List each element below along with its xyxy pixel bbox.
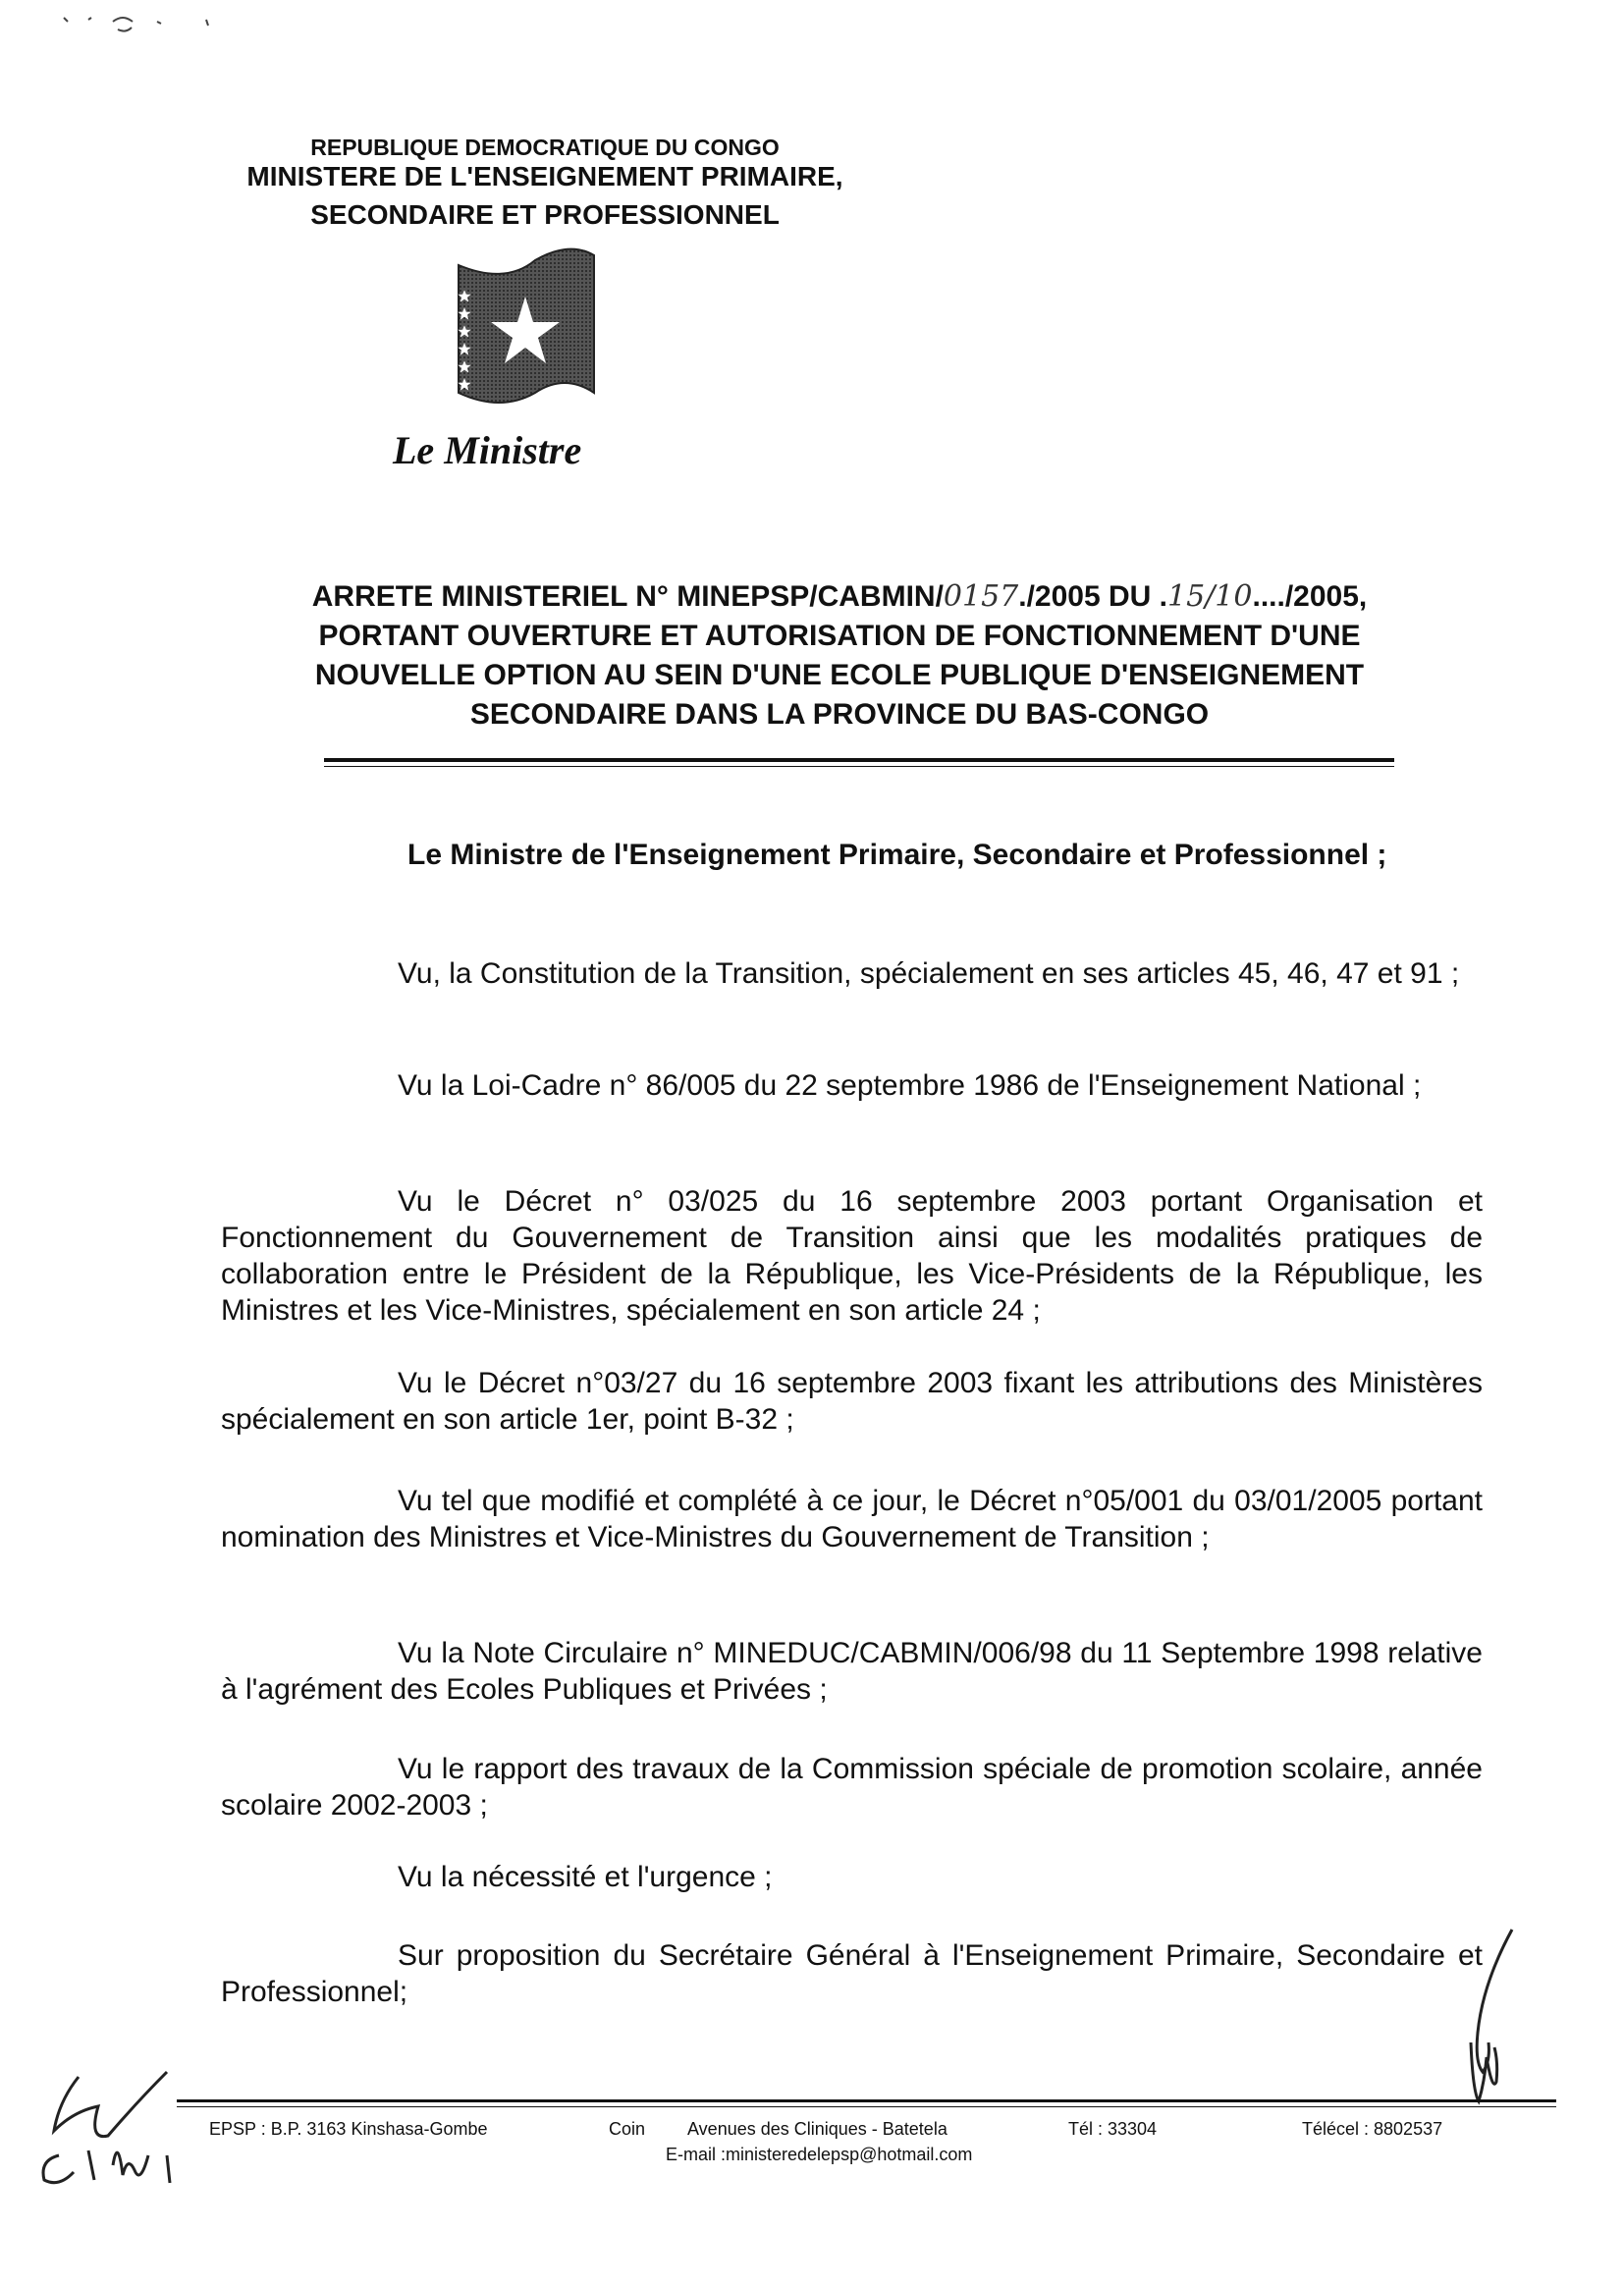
paragraph-loi-cadre [221,1067,1483,1104]
paragraph-text: Vu la nécessité et l'urgence ; [398,1861,773,1893]
scan-marks [59,10,236,39]
paragraph-proposition [221,1937,1483,2010]
paragraph-text: Vu le Décret n° 03/025 du 16 septembre 2003 portant Organisation et Fonctionnement du Gouvernement de Transition ainsi que les modalités pratiques de collaboration entre le Président de la République, les Vice-Présidents de la République, les Ministres et les Vice-Ministres, spécialement en son article 24 ; [221,1185,1483,1327]
paragraph-decret-03-025 [221,1183,1483,1329]
flag-emblem-icon [447,245,604,417]
footer-divider-thin [177,2106,1556,2107]
arrete-suffix: ..../2005, [1252,580,1368,613]
paragraph-decret-03-27 [221,1365,1483,1438]
paragraph-text: Vu le rapport des travaux de la Commission spéciale de promotion scolaire, année scolaire 2002-2003 ; [221,1753,1483,1822]
title-divider-thin [324,766,1394,767]
paragraph-text: Vu la Note Circulaire n° MINEDUC/CABMIN/006/98 du 11 Septembre 1998 relative à l'agrément des Ecoles Publiques et Privées ; [221,1637,1483,1706]
paragraph-text: Vu la Loi-Cadre n° 86/005 du 22 septembre 1986 de l'Enseignement National ; [398,1069,1422,1102]
paragraph-constitution [221,955,1483,992]
paragraph-text: Sur proposition du Secrétaire Général à l'Enseignement Primaire, Secondaire et Professionnel; [221,1939,1483,2008]
republic-name: REPUBLIQUE DEMOCRATIQUE DU CONGO [310,135,780,160]
preamble-lead-text: Le Ministre de l'Enseignement Primaire, Secondaire et Professionnel ; [407,839,1387,871]
signature-initial-icon [1414,1925,1522,2121]
paragraph-necessite [221,1859,1483,1895]
minister-title: Le Ministre [393,428,582,472]
arrete-mid: ./2005 DU . [1018,580,1168,613]
arrete-number-handwritten: 0157 [943,579,1019,614]
arrete-prefix: ARRETE MINISTERIEL N° MINEPSP/CABMIN/ [311,580,944,613]
arrete-line-2: PORTANT OUVERTURE ET AUTORISATION DE FONCTIONNEMENT D'UNE [318,620,1361,652]
paragraph-decret-05-001 [221,1483,1483,1555]
paragraph-text: Vu tel que modifié et complété à ce jour, le Décret n°05/001 du 03/01/2005 portant nomination des Ministres et Vice-Ministres du Gouvernement de Transition ; [221,1485,1483,1553]
footer-avenues: Avenues des Cliniques - Batetela [687,2119,947,2139]
footer-address: EPSP : B.P. 3163 Kinshasa-Gombe [209,2119,488,2139]
handwritten-initials-icon [20,2062,216,2190]
paragraph-note-circulaire [221,1635,1483,1708]
arrete-title [196,577,1483,735]
title-divider-thick [324,758,1394,762]
paragraph-text: Vu le Décret n°03/27 du 16 septembre 2003 fixant les attributions des Ministères spécialement en son article 1er, point B-32 ; [221,1367,1483,1436]
ministry-name-line1: MINISTERE DE L'ENSEIGNEMENT PRIMAIRE, [246,161,843,191]
preamble-lead [221,837,1483,873]
footer-tel: Tél : 33304 [1068,2119,1158,2139]
arrete-line-3: NOUVELLE OPTION AU SEIN D'UNE ECOLE PUBLIQUE D'ENSEIGNEMENT [314,659,1365,691]
arrete-line-4: SECONDAIRE DANS LA PROVINCE DU BAS-CONGO [469,698,1210,731]
arrete-line-1 [196,577,1483,617]
paragraph-rapport [221,1751,1483,1823]
paragraph-text: Vu, la Constitution de la Transition, spécialement en ses articles 45, 46, 47 et 91 ; [398,957,1460,990]
ministry-name-line2: SECONDAIRE ET PROFESSIONNEL [310,199,780,230]
arrete-date-handwritten: 15/10 [1167,579,1253,614]
footer-telecel: Télécel : 8802537 [1302,2119,1443,2139]
footer-email: E-mail :ministeredelepsp@hotmail.com [666,2145,973,2164]
footer-divider-thick [177,2099,1556,2102]
footer-corner: Coin [609,2119,646,2139]
